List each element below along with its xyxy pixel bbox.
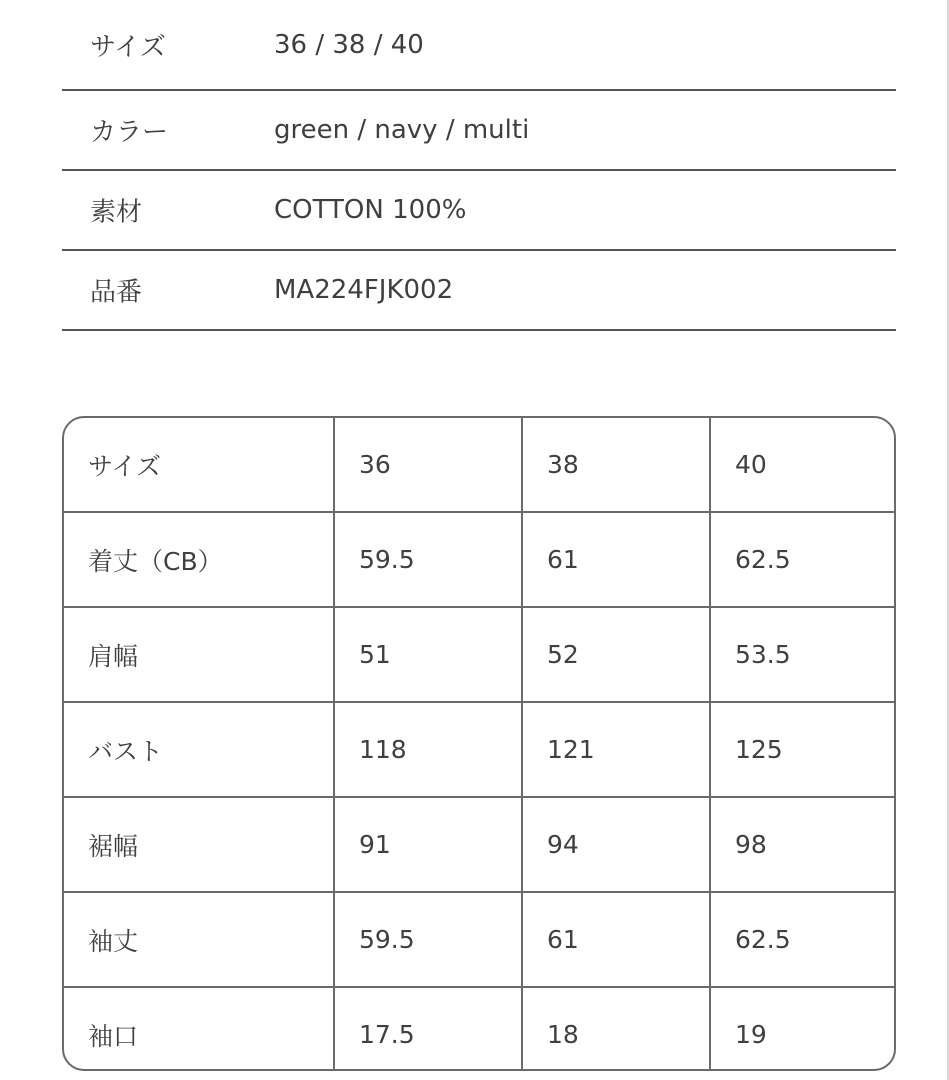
spec-value: COTTON 100% <box>274 195 467 225</box>
spec-value: MA224FJK002 <box>274 275 454 305</box>
table-cell: 59.5 <box>334 892 522 987</box>
row-label-cell: 肩幅 <box>64 607 334 702</box>
table-cell: 53.5 <box>710 607 894 702</box>
size-chart-table <box>64 418 894 1071</box>
spec-row-material <box>62 171 896 251</box>
header-cell: 40 <box>710 418 894 512</box>
table-cell: 94 <box>522 797 710 892</box>
table-cell: 62.5 <box>710 512 894 607</box>
header-cell: 36 <box>334 418 522 512</box>
table-cell: 98 <box>710 797 894 892</box>
spec-label: 品番 <box>90 277 143 308</box>
table-cell: 125 <box>710 702 894 797</box>
row-label-cell: 袖丈 <box>64 892 334 987</box>
table-cell: 62.5 <box>710 892 894 987</box>
table-row <box>64 702 894 797</box>
table-cell: 118 <box>334 702 522 797</box>
spec-row-item-number <box>62 251 896 331</box>
spec-row-color <box>62 91 896 171</box>
table-cell: 18 <box>522 987 710 1071</box>
spec-value: green / navy / multi <box>274 115 530 145</box>
header-cell: 38 <box>522 418 710 512</box>
table-cell: 52 <box>522 607 710 702</box>
table-row <box>64 797 894 892</box>
table-row <box>64 512 894 607</box>
spec-row-size <box>62 0 896 91</box>
spec-label: サイズ <box>90 32 166 62</box>
row-label-cell: 袖口 <box>64 987 334 1071</box>
table-cell: 61 <box>522 892 710 987</box>
table-cell: 61 <box>522 512 710 607</box>
product-spec-list <box>62 0 896 331</box>
table-row <box>64 987 894 1071</box>
spec-label: 素材 <box>90 197 143 228</box>
spec-label: カラー <box>90 117 169 148</box>
table-cell: 91 <box>334 797 522 892</box>
table-row <box>64 607 894 702</box>
table-cell: 17.5 <box>334 987 522 1071</box>
size-chart-header-row <box>64 418 894 512</box>
row-label-cell: バスト <box>64 702 334 797</box>
row-label-cell: 着丈（CB） <box>64 512 334 607</box>
table-row <box>64 892 894 987</box>
table-cell: 19 <box>710 987 894 1071</box>
size-chart <box>62 416 896 1071</box>
row-label-cell: 裾幅 <box>64 797 334 892</box>
header-cell: サイズ <box>64 418 334 512</box>
spec-value: 36 / 38 / 40 <box>274 29 424 60</box>
table-cell: 121 <box>522 702 710 797</box>
table-cell: 51 <box>334 607 522 702</box>
table-cell: 59.5 <box>334 512 522 607</box>
